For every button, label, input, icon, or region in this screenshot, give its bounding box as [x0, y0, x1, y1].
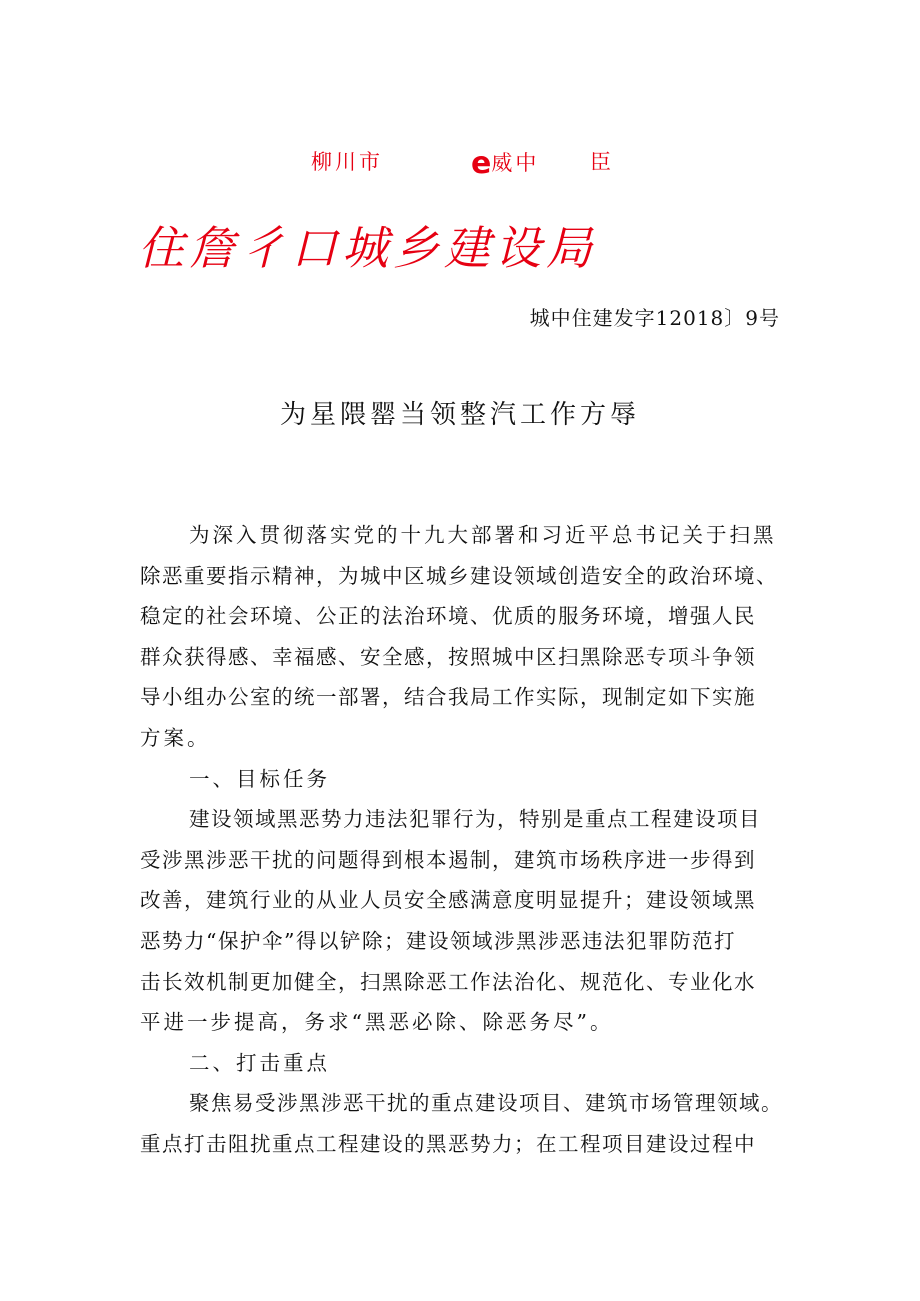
header-segment-b	[471, 146, 539, 181]
body-line: 群众获得感、幸福感、安全感，按照城中区扫黑除恶专项斗争领	[140, 644, 756, 669]
body-line: 为深入贯彻落实党的十九大部署和习近平总书记关于扫黑	[189, 523, 777, 547]
body-line: 重点打击阻扰重点工程建设的黑恶势力；在工程项目建设过程中	[140, 1131, 756, 1156]
document-title: 为星隈罂当领整汽工作方辱	[279, 400, 640, 430]
document-body	[140, 515, 785, 1165]
body-line: 稳定的社会环境、公正的法治环境、优质的服务环境，增强人民	[140, 604, 756, 629]
body-line: 恶势力“保护伞”得以铲除；建设领域涉黑涉恶违法犯罪防范打	[140, 928, 736, 953]
section-heading: 一、目标任务	[189, 766, 330, 791]
body-line: 受涉黑涉恶干扰的问题得到根本遏制，建筑市场秩序进一步得到	[140, 847, 756, 872]
document-number: 城中住建发字12018〕9号	[529, 306, 780, 330]
issuing-organization: 住詹彳口城乡建设局	[138, 221, 597, 275]
header-segment-b-letter: e	[471, 146, 492, 181]
header-segment-c: 臣	[590, 150, 614, 174]
body-line: 导小组办公室的统一部署，结合我局工作实际，现制定如下实施	[140, 685, 756, 710]
body-line: 击长效机制更加健全，扫黑除恶工作法治化、规范化、专业化水	[140, 969, 756, 994]
header-segment-a: 柳川市	[311, 150, 383, 174]
header-segment-b-text: 威中	[491, 151, 540, 175]
body-line: 方案。	[140, 725, 211, 750]
body-line: 除恶重要指示精神，为城中区城乡建设领域创造安全的政治环境、	[140, 563, 778, 588]
section-heading: 二、打击重点	[189, 1050, 330, 1075]
body-line: 聚焦易受涉黑涉恶干扰的重点建设项目、建筑市场管理领域。	[189, 1091, 783, 1116]
body-line: 改善，建筑行业的从业人员安全感满意度明显提升；建设领域黑	[140, 888, 756, 913]
body-line: 平进一步提高，务求“黑恶必除、除恶务尽”。	[140, 1010, 614, 1035]
body-line: 建设领域黑恶势力违法犯罪行为，特别是重点工程建设项目	[189, 807, 761, 832]
